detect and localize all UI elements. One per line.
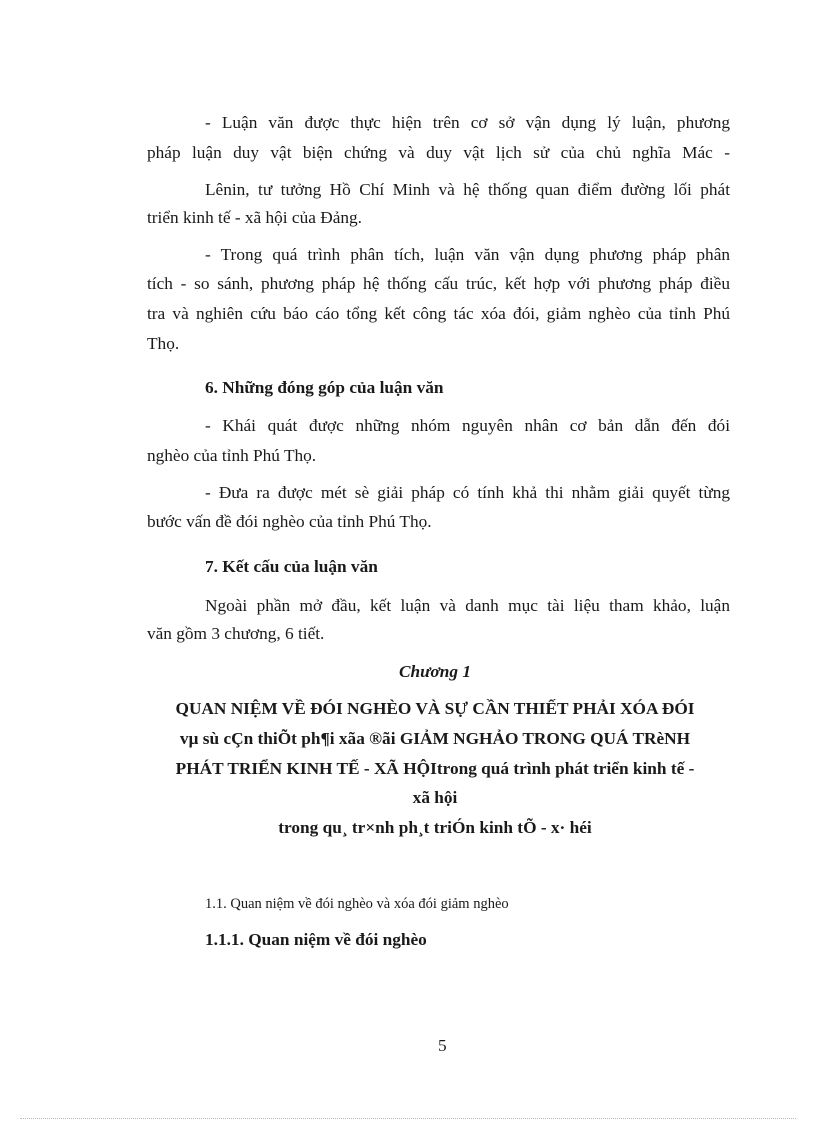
paragraph-line: - Luận văn được thực hiện trên cơ sở vận dụng lý luận, phương (205, 113, 730, 132)
paragraph-line: triển kinh tế - xã hội của Đảng. (147, 208, 362, 227)
paragraph-line: nghèo của tỉnh Phú Thọ. (147, 446, 317, 465)
chapter-label: Chương 1 (399, 662, 471, 681)
page-number: 5 (438, 1036, 447, 1055)
paragraph-line: văn gồm 3 chương, 6 tiết. (147, 624, 325, 643)
section-heading-6: 6. Những đóng góp của luận văn (205, 378, 444, 397)
paragraph-line: Lênin, tư tưởng Hồ Chí Minh và hệ thống quan điểm đường lối phát (205, 180, 730, 199)
chapter-title-line: vµ sù cÇn thiÕt ph¶i xãa ®ãi GIẢM NGHẢO TRONG QUÁ TRèNH (179, 729, 691, 748)
chapter-title-line: xã hội (412, 788, 458, 807)
section-1-1-1-heading: 1.1.1. Quan niệm về đói nghèo (205, 930, 427, 949)
paragraph-line: - Khái quát được những nhóm nguyên nhân cơ bản dẫn đến đói (205, 416, 730, 435)
section-heading-7: 7. Kết cấu của luận văn (205, 557, 378, 576)
paragraph-line: - Trong quá trình phân tích, luận văn vận dụng phương pháp phân (205, 245, 730, 264)
page-bottom-divider (20, 1118, 796, 1119)
chapter-title-line: PHÁT TRIỂN KINH TẾ - XÃ HỘItrong quá trình phát triển kinh tế - (175, 759, 695, 778)
chapter-title-line: QUAN NIỆM VỀ ĐÓI NGHÈO VÀ SỰ CẦN THIẾT PHẢI XÓA ĐÓI (175, 699, 695, 718)
paragraph-line: Thọ. (147, 334, 180, 353)
paragraph-line: pháp luận duy vật biện chứng và duy vật lịch sử của chủ nghĩa Mác - (147, 143, 730, 162)
paragraph-line: bước vấn đề đói nghèo của tỉnh Phú Thọ. (147, 512, 432, 531)
paragraph-line: - Đưa ra được mét sè giải pháp có tính khả thi nhằm giải quyết từng (205, 483, 730, 502)
paragraph-line: tích - so sánh, phương pháp hệ thống cấu trúc, kết hợp với phương pháp điều (147, 274, 730, 293)
section-1-1-heading: 1.1. Quan niệm về đói nghèo và xóa đói giảm nghèo (205, 896, 509, 912)
paragraph-line: tra và nghiên cứu báo cáo tổng kết công tác xóa đói, giảm nghèo của tỉnh Phú (147, 304, 730, 323)
paragraph-line: Ngoài phần mở đầu, kết luận và danh mục tài liệu tham khảo, luận (205, 596, 730, 615)
chapter-title-line: trong qu¸ tr×nh ph¸t triÓn kinh tÕ - x· héi (278, 818, 592, 837)
